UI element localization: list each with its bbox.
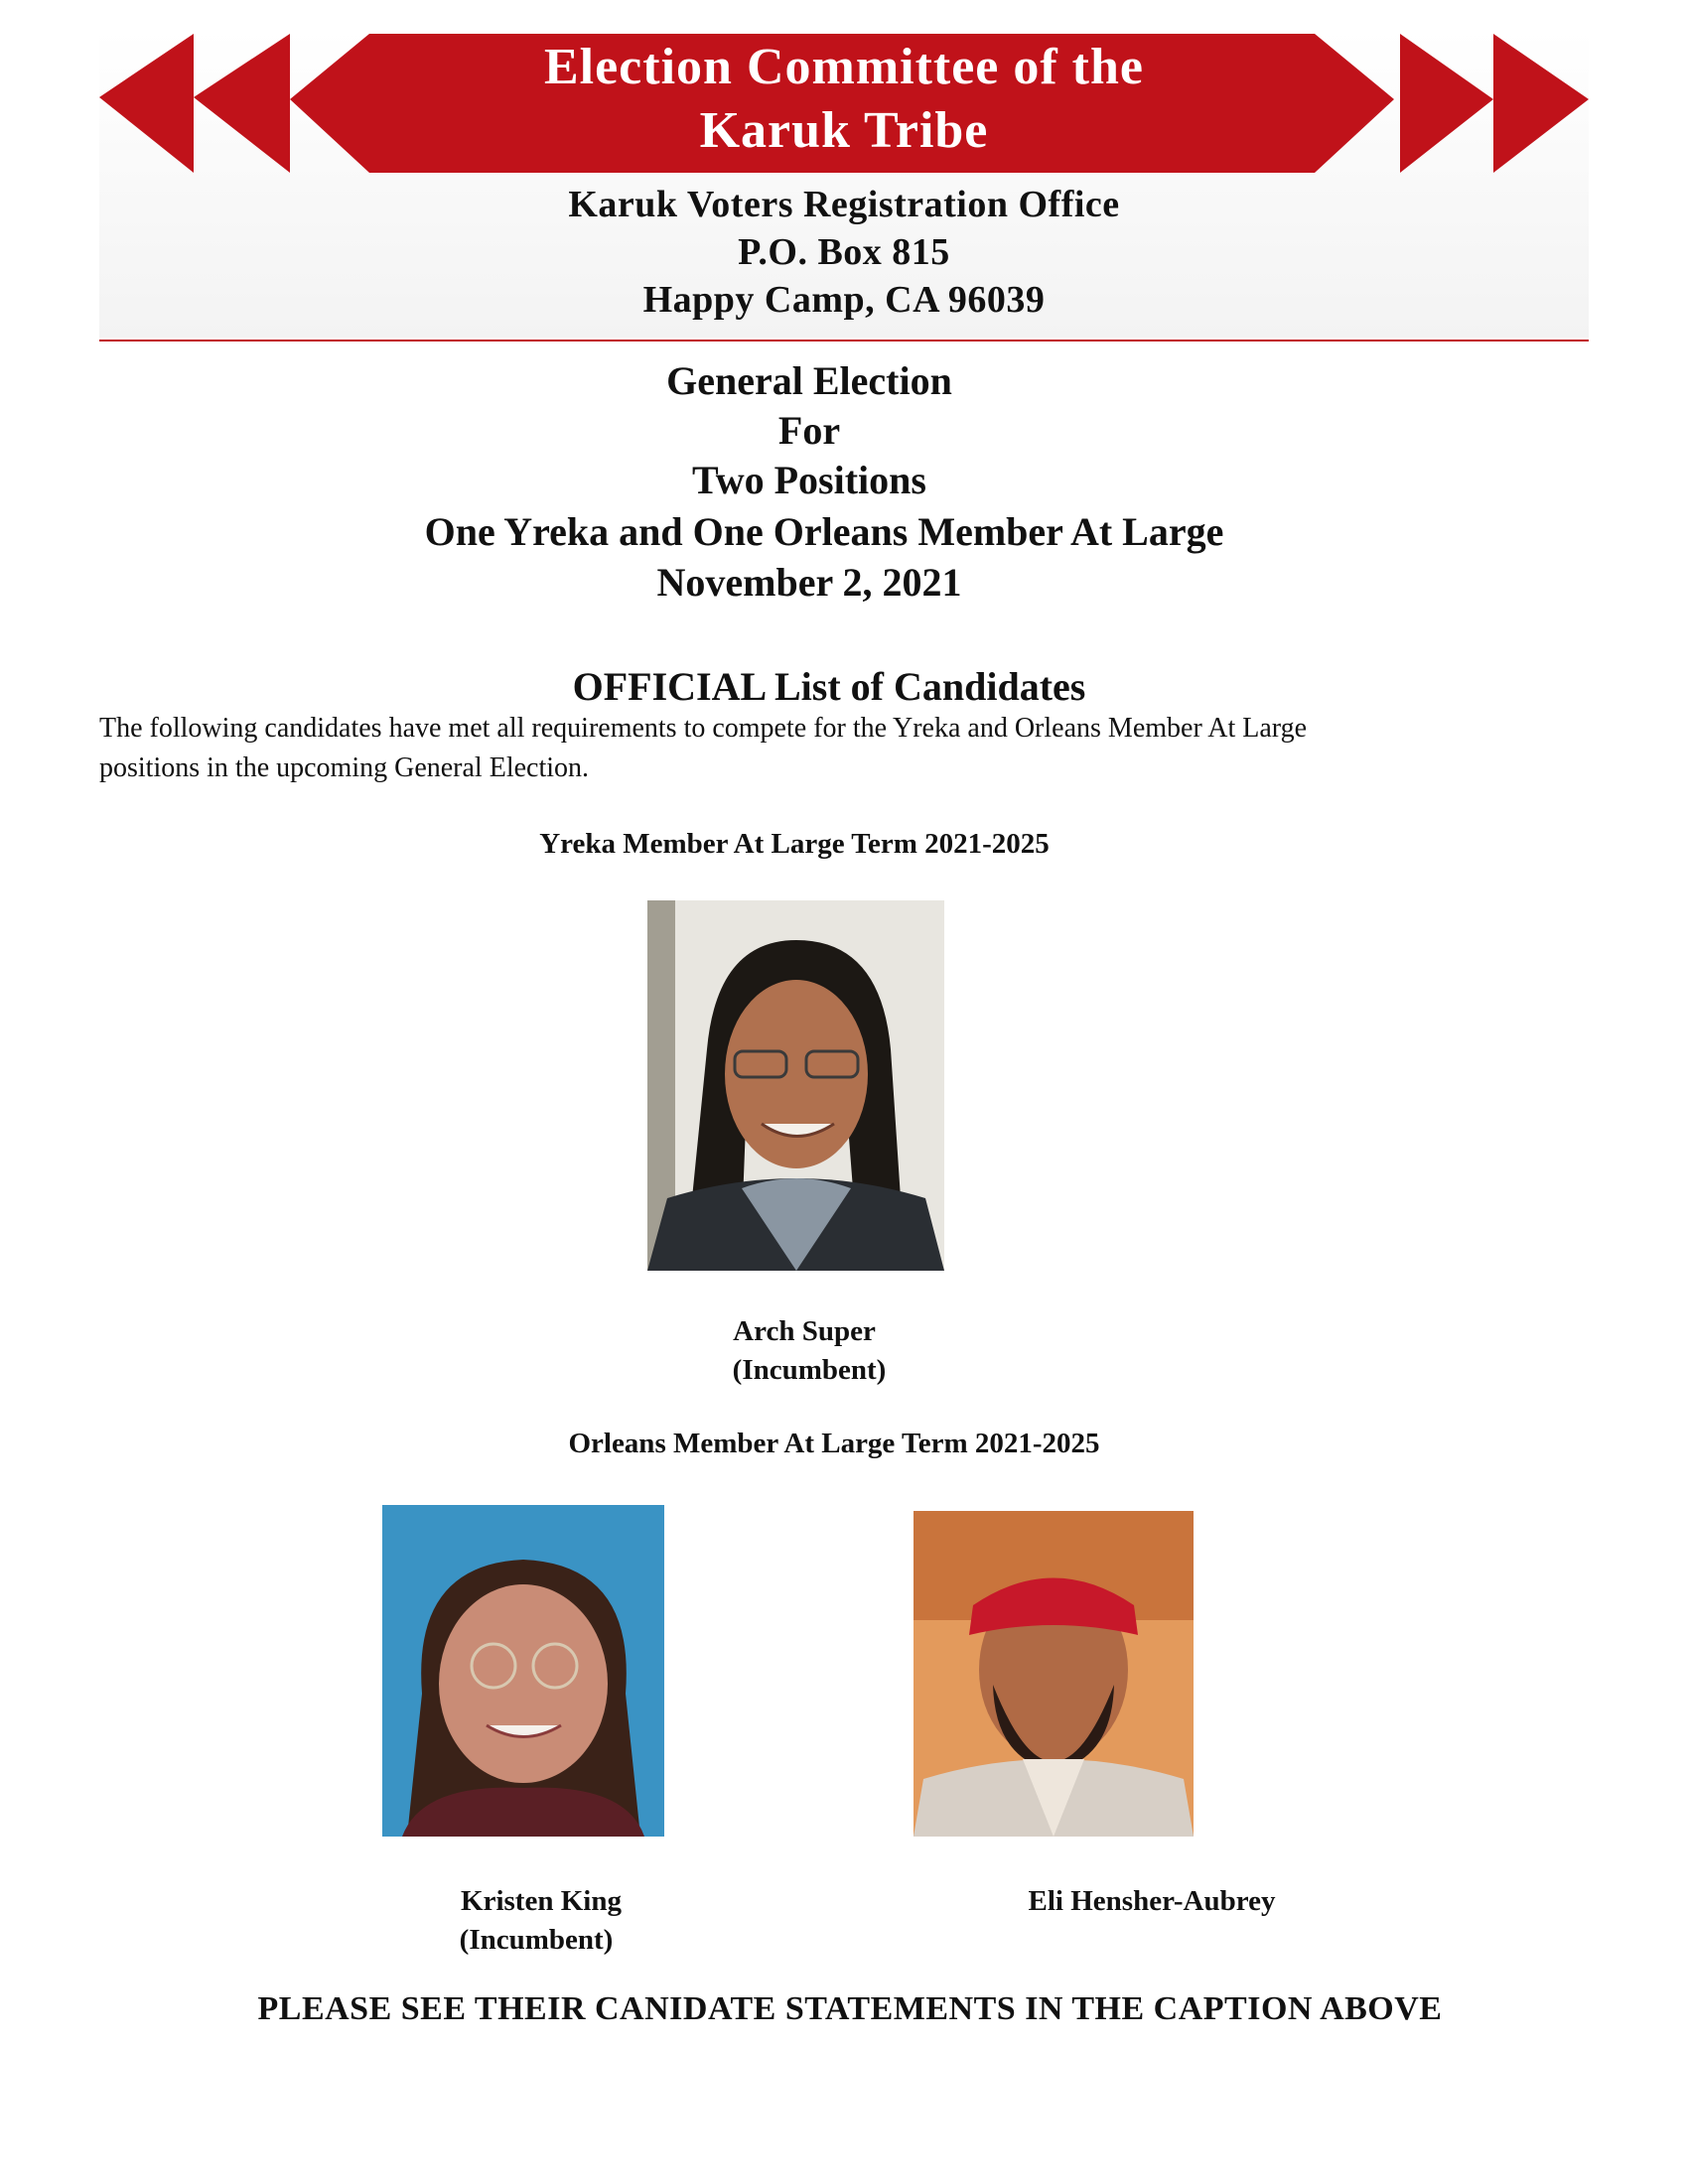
- election-title: General Election: [666, 358, 952, 403]
- intro-text: [99, 709, 1609, 788]
- banner-title-line2: Karuk Tribe: [699, 102, 989, 159]
- po-box: P.O. Box 815: [738, 231, 950, 273]
- candidate-name-kristen-king: Kristen King: [461, 1885, 622, 1917]
- right-arrow-inner: [1400, 34, 1493, 173]
- election-for: For: [777, 408, 841, 453]
- candidate-name-eli-hensher-aubrey: Eli Hensher-Aubrey: [1028, 1885, 1276, 1917]
- intro-line-2: positions in the upcoming General Election.: [99, 752, 590, 783]
- candidate-status-kristen-king: (Incumbent): [459, 1924, 614, 1956]
- intro-line-1: The following candidates have met all requirements to compete for the Yreka and Orleans Member At Large: [99, 713, 1308, 744]
- candidate-name-arch-super: Arch Super: [733, 1315, 876, 1347]
- orleans-heading: Orleans Member At Large Term 2021-2025: [568, 1428, 1100, 1459]
- footer-notice: PLEASE SEE THEIR CANIDATE STATEMENTS IN THE CAPTION ABOVE: [257, 1990, 1443, 2027]
- office-name: Karuk Voters Registration Office: [568, 184, 1120, 225]
- left-arrow-outer: [99, 34, 194, 173]
- election-seats: One Yreka and One Orleans Member At Large: [424, 509, 1224, 554]
- candidate-photo-eli-hensher-aubrey: [914, 1511, 1194, 1837]
- candidate-status-arch-super: (Incumbent): [732, 1354, 887, 1386]
- left-arrow-inner: [194, 34, 290, 173]
- yreka-heading: Yreka Member At Large Term 2021-2025: [539, 828, 1050, 860]
- election-positions: Two Positions: [692, 458, 926, 502]
- candidate-photo-kristen-king: [382, 1505, 664, 1837]
- office-city: Happy Camp, CA 96039: [642, 279, 1046, 321]
- election-date: November 2, 2021: [656, 560, 962, 605]
- banner-title: [298, 36, 1390, 163]
- right-arrow-outer: [1493, 34, 1589, 173]
- candidate-photo-arch-super: [647, 900, 944, 1271]
- candidates-list-title: OFFICIAL List of Candidates: [572, 664, 1086, 709]
- banner-title-line1: Election Committee of the: [543, 39, 1145, 95]
- header-divider: [99, 340, 1589, 341]
